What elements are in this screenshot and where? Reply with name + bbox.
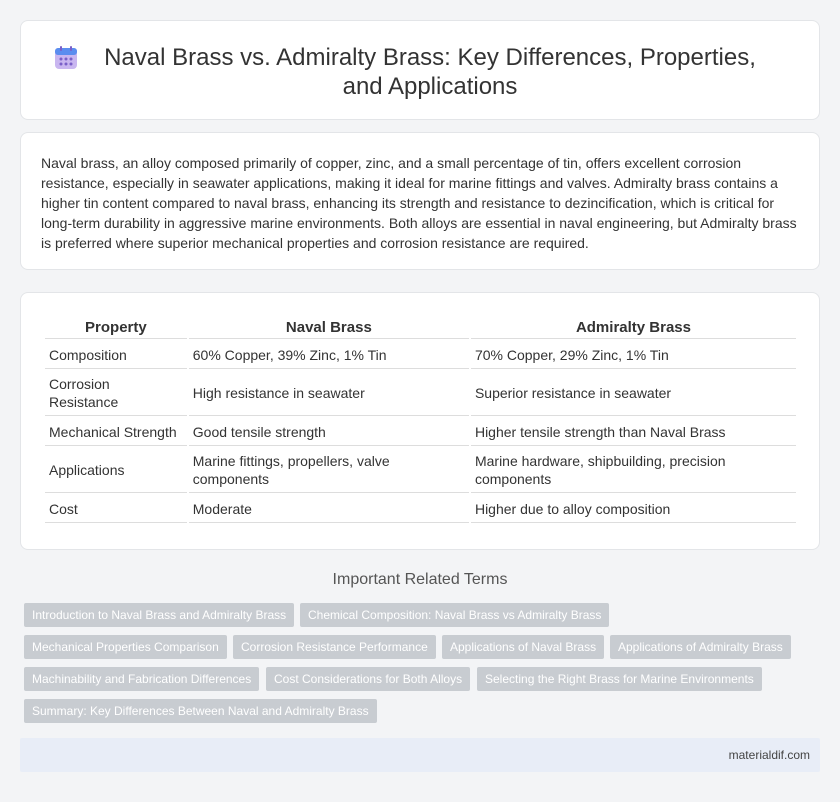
related-tag-machinability[interactable]: Machinability and Fabrication Differences — [24, 667, 259, 691]
related-tag-corrosion-resistance[interactable]: Corrosion Resistance Performance — [233, 635, 436, 659]
related-tag-introduction[interactable]: Introduction to Naval Brass and Admiralty Brass — [24, 603, 294, 627]
cell-naval: 60% Copper, 39% Zinc, 1% Tin — [189, 341, 469, 369]
table-row — [45, 448, 796, 493]
footer-site-link[interactable]: materialdif.com — [728, 748, 810, 762]
comparison-table-card — [20, 292, 820, 550]
header-admiralty-brass: Admiralty Brass — [471, 315, 796, 339]
related-tag-chemical-composition[interactable]: Chemical Composition: Naval Brass vs Admiralty Brass — [300, 603, 609, 627]
table-header-row — [45, 315, 796, 339]
cell-property: Applications — [45, 448, 187, 493]
cell-admiralty: Superior resistance in seawater — [471, 371, 796, 416]
cell-naval: High resistance in seawater — [189, 371, 469, 416]
related-tag-applications-admiralty[interactable]: Applications of Admiralty Brass — [610, 635, 791, 659]
related-tag-applications-naval[interactable]: Applications of Naval Brass — [442, 635, 604, 659]
cell-admiralty: Higher due to alloy composition — [471, 495, 796, 523]
related-tag-cost-considerations[interactable]: Cost Considerations for Both Alloys — [266, 667, 470, 691]
cell-naval: Moderate — [189, 495, 469, 523]
related-tag-summary[interactable]: Summary: Key Differences Between Naval and Admiralty Brass — [24, 699, 377, 723]
cell-naval: Good tensile strength — [189, 418, 469, 446]
table-row — [45, 341, 796, 369]
header-naval-brass: Naval Brass — [189, 315, 469, 339]
related-terms-title: Important Related Terms — [332, 571, 508, 588]
cell-property: Cost — [45, 495, 187, 523]
cell-admiralty: Higher tensile strength than Naval Brass — [471, 418, 796, 446]
header-card — [20, 20, 820, 120]
footer — [20, 738, 820, 772]
page-title: Naval Brass vs. Admiralty Brass: Key Differences, Properties, and Applications — [104, 44, 756, 100]
header-property: Property — [45, 315, 187, 339]
table-row — [45, 495, 796, 523]
title-wrap — [61, 43, 799, 101]
intro-paragraph: Naval brass, an alloy composed primarily of copper, zinc, and a small percentage of tin, offers excellent corrosion resistance, especially in seawater applications, making it ideal for marine fittings and valves. Admiralty brass contains a higher tin content compared to naval brass, enhancing its strength and resistance to dezincification, which is critical for long-term durability in aggressive marine environments. Both alloys are essential in naval engineering, but Admiralty brass is preferred where superior mechanical properties and corrosion resistance are required. — [41, 155, 797, 251]
table-row — [45, 371, 796, 416]
cell-naval: Marine fittings, propellers, valve components — [189, 448, 469, 493]
cell-property: Corrosion Resistance — [45, 371, 187, 416]
intro-card — [20, 132, 820, 270]
cell-admiralty: 70% Copper, 29% Zinc, 1% Tin — [471, 341, 796, 369]
table-row — [45, 418, 796, 446]
related-tag-selecting-brass[interactable]: Selecting the Right Brass for Marine Environments — [477, 667, 762, 691]
cell-property: Composition — [45, 341, 187, 369]
comparison-table — [43, 313, 798, 525]
cell-admiralty: Marine hardware, shipbuilding, precision components — [471, 448, 796, 493]
cell-property: Mechanical Strength — [45, 418, 187, 446]
related-tag-mechanical-properties[interactable]: Mechanical Properties Comparison — [24, 635, 227, 659]
